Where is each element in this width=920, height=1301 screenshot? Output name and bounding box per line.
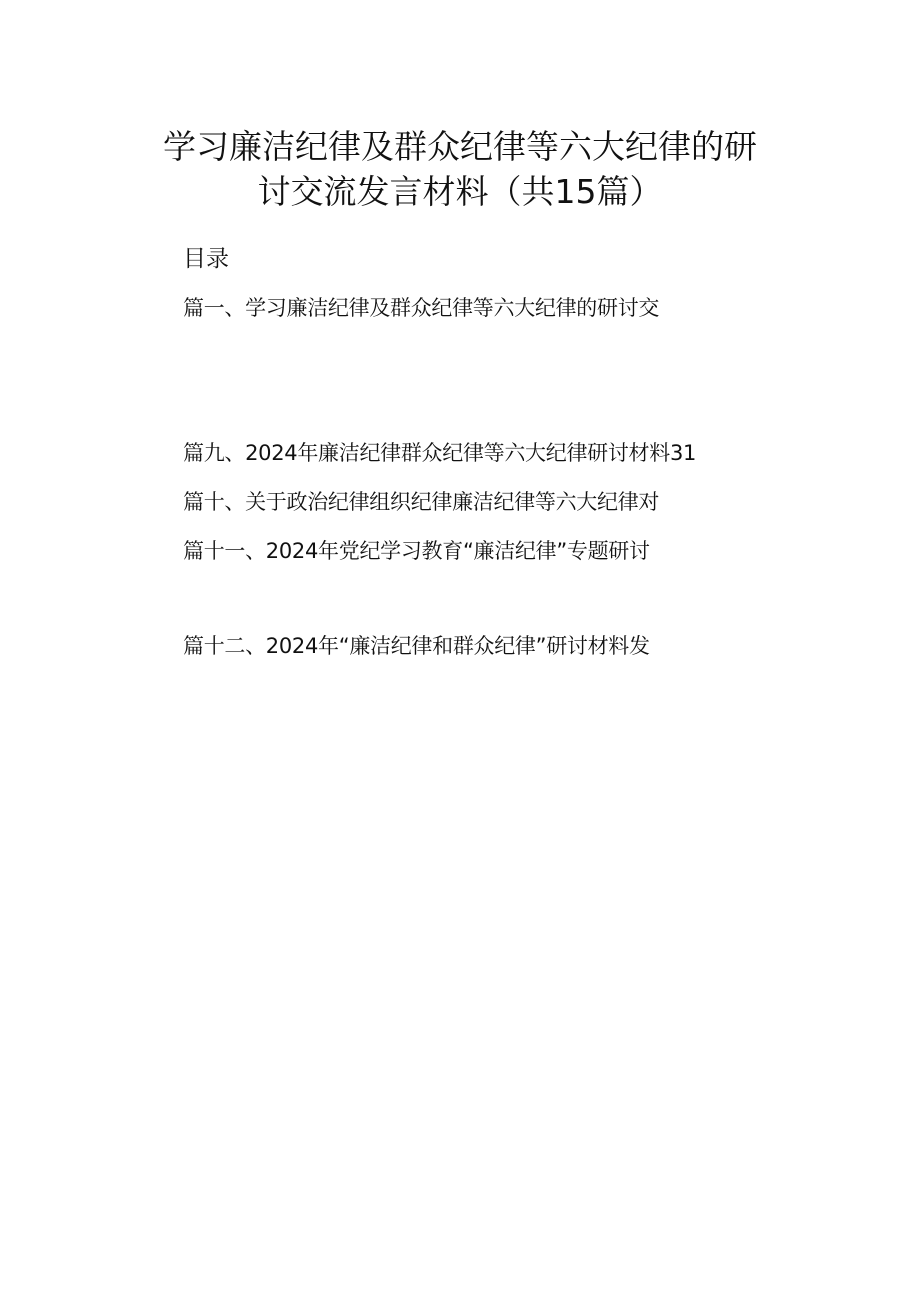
toc-entry[interactable]: 篇一、学习廉洁纪律及群众纪律等六大纪律的研讨交 xyxy=(183,296,660,320)
toc-entry[interactable]: 篇十、关于政治纪律组织纪律廉洁纪律等六大纪律对 xyxy=(183,490,660,514)
toc-entry[interactable]: 篇十一、2024年党纪学习教育“廉洁纪律”专题研讨 xyxy=(183,539,650,563)
document-title-line-1: 学习廉洁纪律及群众纪律等六大纪律的研 xyxy=(163,127,757,166)
toc-entry[interactable]: 篇十二、2024年“廉洁纪律和群众纪律”研讨材料发 xyxy=(183,634,650,658)
document-title-line-2: 讨交流发言材料（共15篇） xyxy=(257,172,663,211)
toc-entry[interactable]: 篇九、2024年廉洁纪律群众纪律等六大纪律研讨材料31 xyxy=(183,441,697,465)
toc-heading: 目录 xyxy=(183,246,229,272)
